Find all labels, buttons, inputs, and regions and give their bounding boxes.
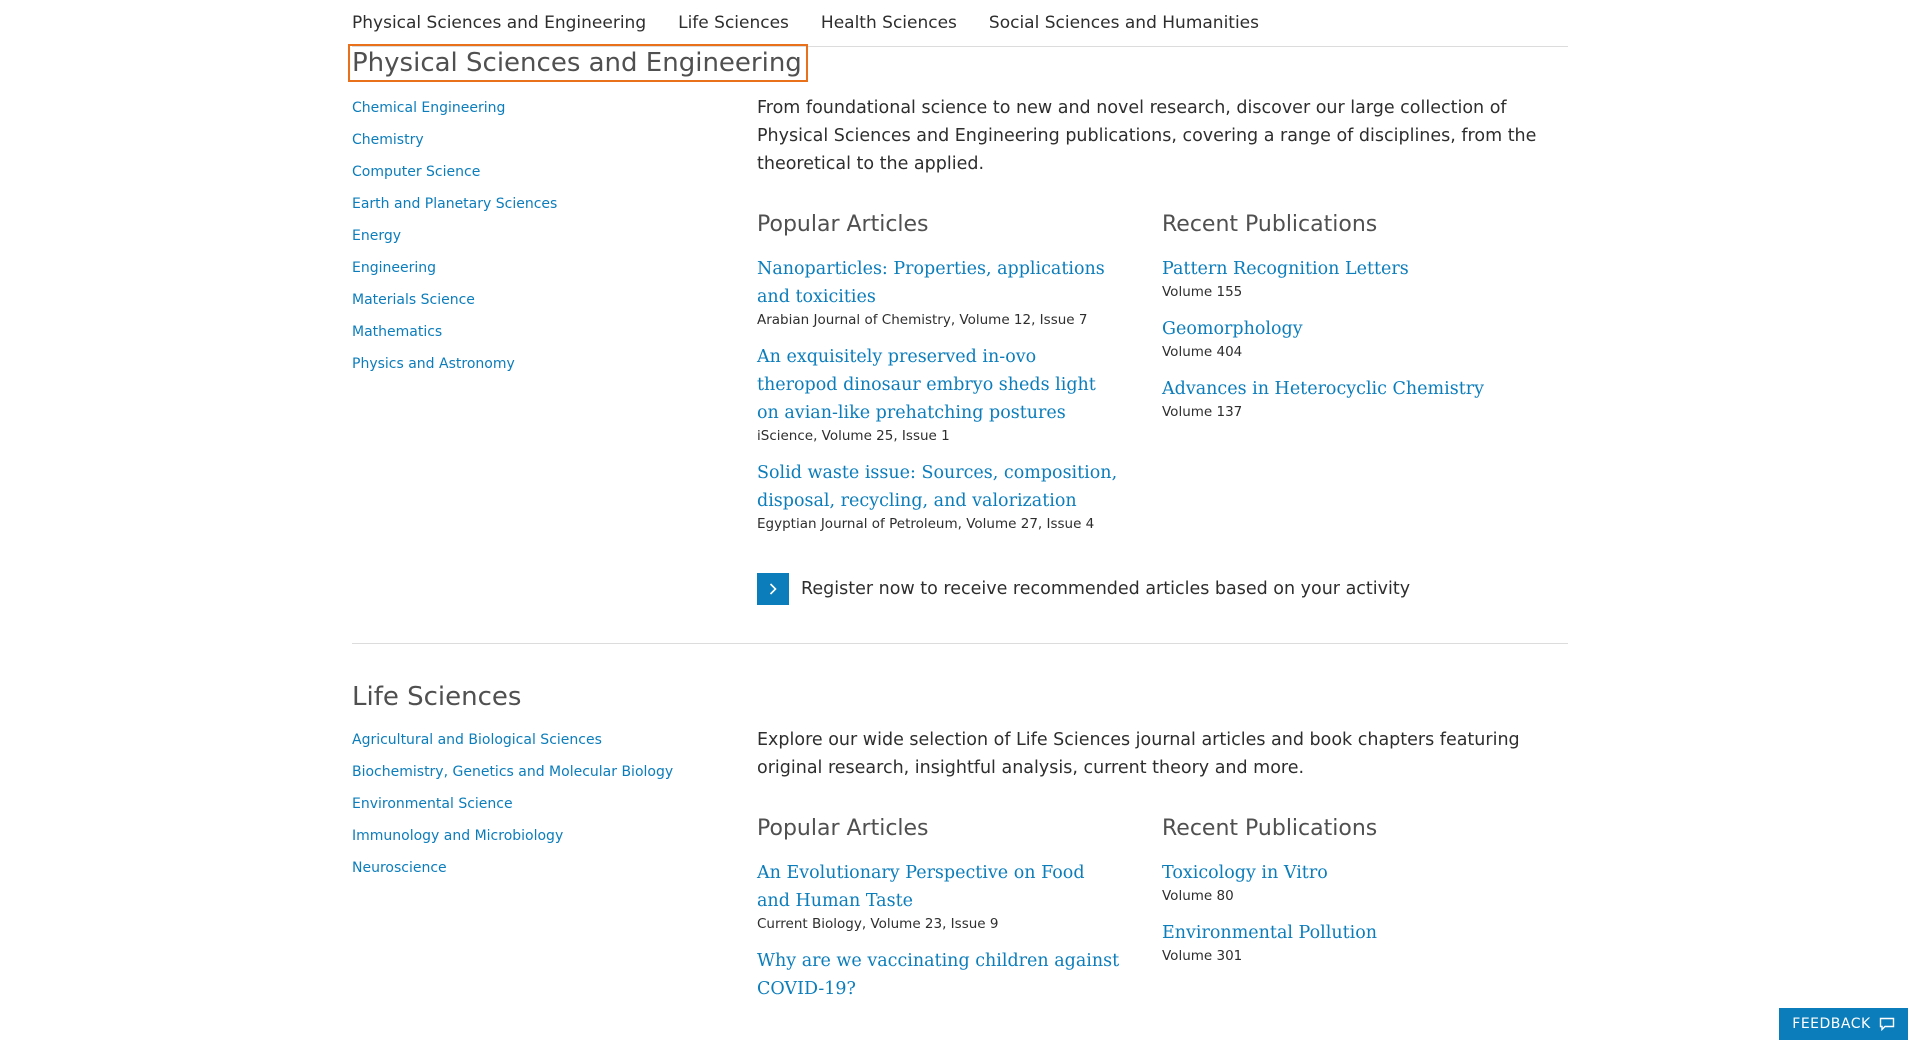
popular-article-meta: Arabian Journal of Chemistry, Volume 12, Issue 7: [757, 312, 1088, 328]
physical-popular-articles: [757, 212, 1162, 547]
physical-sciences-section: [352, 48, 1568, 605]
subject-link-chemistry[interactable]: Chemistry: [352, 132, 424, 148]
subject-list-item: [352, 292, 757, 324]
subject-link-chemical-engineering[interactable]: Chemical Engineering: [352, 100, 506, 116]
subject-list-item: [352, 100, 757, 132]
subject-list-item: [352, 764, 757, 796]
popular-article-meta: Egyptian Journal of Petroleum, Volume 27, Issue 4: [757, 516, 1095, 532]
nav-life-sciences[interactable]: Life Sciences: [678, 13, 789, 33]
subject-link-agricultural-biological[interactable]: Agricultural and Biological Sciences: [352, 732, 602, 748]
subject-link-energy[interactable]: Energy: [352, 228, 402, 244]
subject-area-nav: [352, 0, 1568, 47]
recent-publication-link[interactable]: Environmental Pollution: [1162, 923, 1378, 943]
subject-list-item: [352, 796, 757, 828]
physical-sciences-body: [352, 94, 1568, 605]
subject-list-item: [352, 260, 757, 292]
popular-articles-heading: Popular Articles: [757, 212, 929, 237]
physical-recent-publications: [1162, 212, 1567, 547]
popular-article-meta: iScience, Volume 25, Issue 1: [757, 428, 950, 444]
recent-publication-meta: Volume 80: [1162, 888, 1234, 904]
subject-list-item: [352, 132, 757, 164]
recent-publication-meta: Volume 301: [1162, 948, 1243, 964]
subject-link-biochemistry[interactable]: Biochemistry, Genetics and Molecular Biology: [352, 764, 674, 780]
register-arrow-button[interactable]: [757, 573, 789, 605]
physical-article-columns: [757, 212, 1568, 547]
nav-physical-sciences[interactable]: Physical Sciences and Engineering: [352, 13, 647, 33]
recent-publication-meta: Volume 155: [1162, 284, 1243, 300]
life-popular-articles: [757, 816, 1162, 1003]
register-prompt: [757, 573, 1568, 605]
subject-list-item: [352, 164, 757, 196]
subject-list-item: [352, 228, 757, 260]
recent-publication-link[interactable]: Geomorphology: [1162, 319, 1303, 339]
subject-list-item: [352, 828, 757, 860]
recent-publication-link[interactable]: Pattern Recognition Letters: [1162, 259, 1409, 279]
subject-link-engineering[interactable]: Engineering: [352, 260, 436, 276]
recent-publication-meta: Volume 137: [1162, 404, 1243, 420]
speech-bubble-icon: [1879, 1017, 1895, 1031]
physical-subject-list: [352, 94, 757, 605]
life-sciences-section: [352, 682, 1568, 1003]
subject-link-neuroscience[interactable]: Neuroscience: [352, 860, 447, 876]
popular-article-meta: Current Biology, Volume 23, Issue 9: [757, 916, 999, 932]
subject-link-materials-science[interactable]: Materials Science: [352, 292, 475, 308]
section-divider: [352, 643, 1568, 644]
subject-link-computer-science[interactable]: Computer Science: [352, 164, 481, 180]
life-sciences-heading: Life Sciences: [352, 682, 522, 712]
physical-content: [757, 94, 1568, 605]
recent-publication-link[interactable]: Toxicology in Vitro: [1162, 863, 1328, 883]
nav-health-sciences[interactable]: Health Sciences: [820, 13, 957, 33]
life-article-columns: [757, 816, 1568, 1003]
subject-link-physics-astronomy[interactable]: Physics and Astronomy: [352, 356, 515, 372]
popular-article-link[interactable]: Why are we vaccinating children against COVID-19?: [757, 951, 1120, 999]
life-content: [757, 726, 1568, 1003]
physical-sciences-heading: Physical Sciences and Engineering: [352, 48, 802, 78]
popular-article-link[interactable]: Nanoparticles: Properties, applications and toxicities: [757, 259, 1105, 307]
life-sciences-body: [352, 726, 1568, 1003]
recent-publication-meta: Volume 404: [1162, 344, 1243, 360]
subject-list-item: [352, 324, 757, 356]
nav-social-sciences[interactable]: Social Sciences and Humanities: [988, 13, 1259, 33]
life-description: Explore our wide selection of Life Sciences journal articles and book chapters featuring original research, insightful analysis, current theory and more.: [757, 730, 1520, 778]
subject-link-immunology[interactable]: Immunology and Microbiology: [352, 828, 564, 844]
physical-description: From foundational science to new and novel research, discover our large collection of Physical Sciences and Engineering publications, covering a range of disciplines, from the theoretical to the applied.: [757, 98, 1537, 174]
subject-link-environmental-science[interactable]: Environmental Science: [352, 796, 513, 812]
popular-articles-heading: Popular Articles: [757, 816, 929, 841]
chevron-right-icon: [766, 582, 780, 596]
subject-list-item: [352, 860, 757, 892]
recent-publications-heading: Recent Publications: [1162, 816, 1378, 841]
subject-list-item: [352, 732, 757, 764]
recent-publication-link[interactable]: Advances in Heterocyclic Chemistry: [1162, 379, 1484, 399]
feedback-button[interactable]: [1779, 1008, 1908, 1040]
life-subject-list: [352, 726, 757, 1003]
recent-publications-heading: Recent Publications: [1162, 212, 1378, 237]
life-recent-publications: [1162, 816, 1567, 1003]
register-link-text[interactable]: Register now to receive recommended articles based on your activity: [801, 579, 1411, 599]
subject-link-earth-planetary[interactable]: Earth and Planetary Sciences: [352, 196, 558, 212]
popular-article-link[interactable]: An Evolutionary Perspective on Food and Human Taste: [757, 863, 1085, 911]
feedback-label: FEEDBACK: [1792, 1016, 1871, 1032]
subject-link-mathematics[interactable]: Mathematics: [352, 324, 443, 340]
popular-article-link[interactable]: An exquisitely preserved in-ovo theropod dinosaur embryo sheds light on avian-like prehatching postures: [757, 347, 1096, 423]
popular-article-link[interactable]: Solid waste issue: Sources, composition, disposal, recycling, and valorization: [757, 463, 1118, 511]
subject-list-item: [352, 356, 757, 388]
subject-list-item: [352, 196, 757, 228]
main-container: [352, 0, 1568, 1003]
